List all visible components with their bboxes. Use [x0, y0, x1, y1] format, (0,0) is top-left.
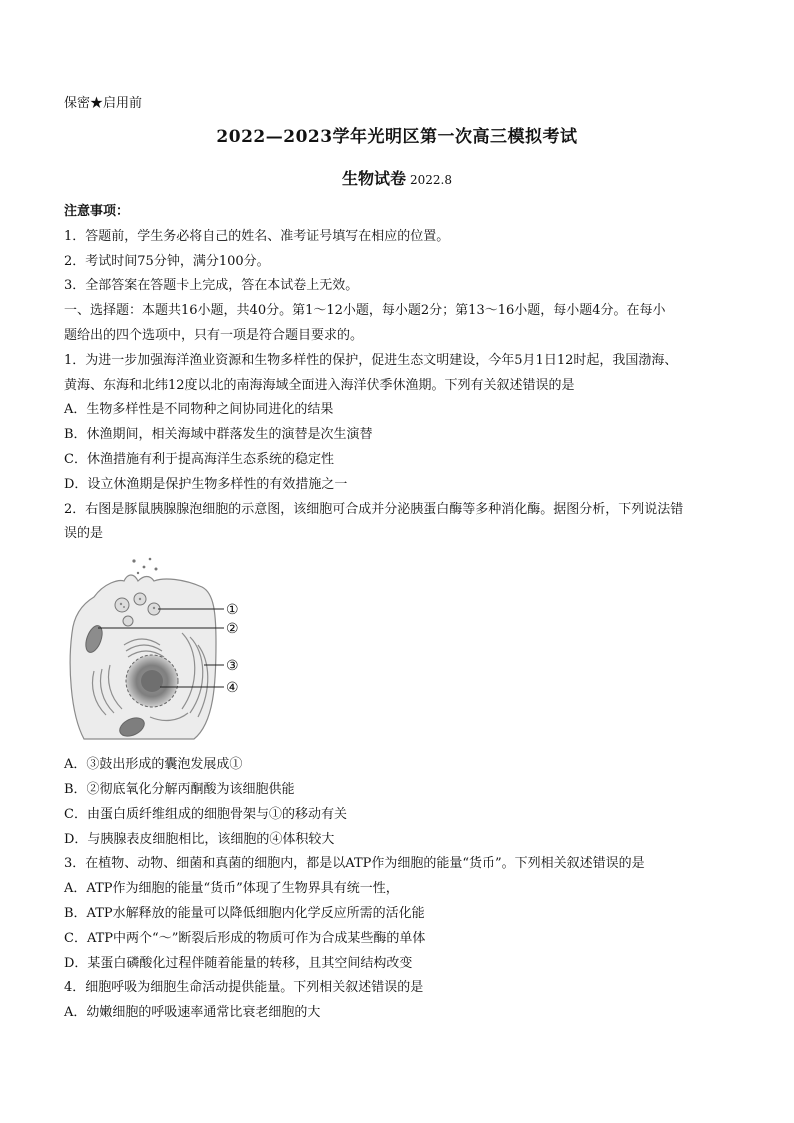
figure-label-1: ① — [226, 602, 239, 619]
question-4-stem: 4．细胞呼吸为细胞生命活动提供能量。下列相关叙述错误的是 — [64, 980, 424, 996]
question-1-option-d: D．设立休渔期是保护生物多样性的有效措施之一 — [64, 476, 348, 492]
question-3-option-a: A．ATP作为细胞的能量“货币”体现了生物界具有统一性， — [64, 881, 399, 897]
question-2-stem: 误的是 — [64, 526, 104, 542]
question-4-option-a: A．幼嫩细胞的呼吸速率通常比衰老细胞的大 — [64, 1005, 321, 1021]
figure-label-2: ② — [226, 621, 239, 638]
section-intro: 一、选择题：本题共16小题，共40分。第1～12小题，每小题2分；第13～16小题，每小题4分。在每小 — [64, 303, 666, 319]
cell-diagram — [64, 553, 304, 745]
question-1-option-c: C．休渔措施有利于提高海洋生态系统的稳定性 — [64, 451, 334, 467]
question-3-option-d: D．某蛋白磷酸化过程伴随着能量的转移，且其空间结构改变 — [64, 955, 413, 971]
figure-label-4: ④ — [226, 680, 239, 697]
confidential-mark: 保密★启用前 — [64, 96, 143, 111]
exam-content — [64, 200, 732, 1026]
secreted-granules — [132, 558, 157, 575]
figure-label-3: ③ — [226, 658, 239, 675]
question-3-stem: 3．在植物、动物、细菌和真菌的细胞内，都是以ATP作为细胞的能量“货币”。下列相关叙述错误的是 — [64, 856, 645, 872]
question-1-option-b: B．休渔期间，相关海域中群落发生的演替是次生演替 — [64, 427, 373, 443]
question-1-option-a: A．生物多样性是不同物种之间协同进化的结果 — [64, 402, 334, 418]
question-2-option-a: A．③鼓出形成的囊泡发展成① — [64, 757, 243, 773]
question-2-stem: 2．右图是豚鼠胰腺腺泡细胞的示意图，该细胞可合成并分泌胰蛋白酶等多种消化酶。据图分析，下列说法错 — [64, 501, 684, 517]
note-item: 2．考试时间75分钟，满分100分。 — [64, 253, 270, 269]
question-2-option-b: B．②彻底氧化分解丙酮酸为该细胞供能 — [64, 781, 295, 797]
question-1-stem: 1．为进一步加强海洋渔业资源和生物多样性的保护，促进生态文明建设，今年5月1日12时起，我国渤海、 — [64, 352, 678, 368]
question-1-stem: 黄海、东海和北纬12度以北的南海海域全面进入海洋伏季休渔期。下列有关叙述错误的是 — [64, 377, 575, 393]
note-item: 3．全部答案在答题卡上完成，答在本试卷上无效。 — [64, 278, 359, 294]
question-2-option-c: C．由蛋白质纤维组成的细胞骨架与①的移动有关 — [64, 806, 347, 822]
question-3-option-b: B．ATP水解释放的能量可以降低细胞内化学反应所需的活化能 — [64, 905, 425, 921]
question-2-option-d: D．与胰腺表皮细胞相比，该细胞的④体积较大 — [64, 831, 335, 847]
exam-title: 2022—2023学年光明区第一次高三模拟考试 — [216, 127, 578, 147]
exam-date: 2022.8 — [410, 173, 452, 187]
subject-title — [0, 166, 794, 189]
note-item: 1．答题前，学生务必将自己的姓名、准考证号填写在相应的位置。 — [64, 228, 450, 244]
question-3-option-c: C．ATP中两个“～”断裂后形成的物质可作为合成某些酶的单体 — [64, 930, 426, 946]
section-intro: 题给出的四个选项中，只有一项是符合题目要求的。 — [64, 327, 364, 343]
subject-name: 生物试卷 — [341, 169, 406, 188]
notes-heading: 注意事项： — [64, 204, 130, 219]
acinar-cell-illustration — [64, 553, 304, 745]
